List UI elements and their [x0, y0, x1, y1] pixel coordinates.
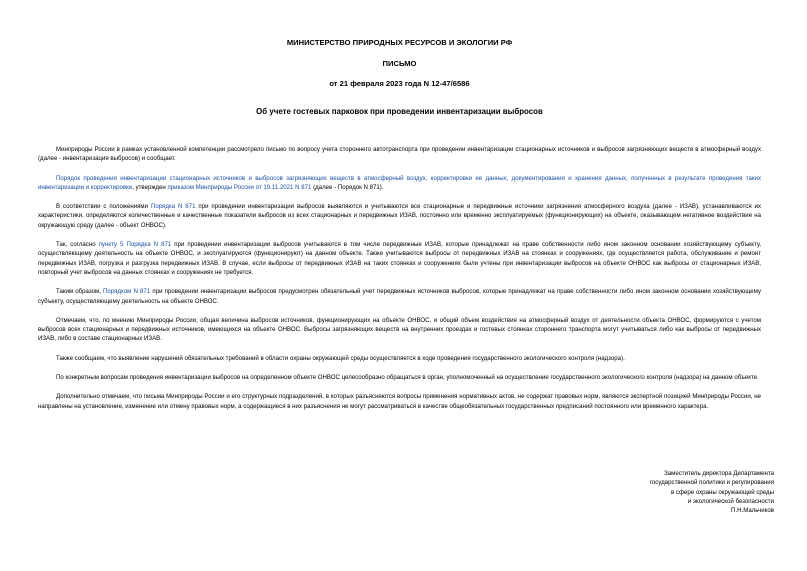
document-title: Об учете гостевых парковок при проведении инвентаризации выбросов	[256, 107, 543, 116]
paragraph-5-text-1: Таким образом,	[56, 288, 104, 296]
paragraph-7: Также сообщаем, что выявление нарушений обязательных требований в области охраны окружающей среды осуществляется в ходе проведения государственного экологического контроля (надзора).	[56, 354, 625, 362]
paragraph-3	[38, 202, 761, 230]
link-procedure-871[interactable]: Порядка N 871	[150, 203, 196, 211]
paragraph-9: Дополнительно отмечаем, что письма Минприроды России и его структурных подразделений, в которых разъясняются вопросы применения нормативных актов, не содержат правовых норм, являются экспертной позицией Минприроды России, не направлены на установление, изменение или отмену правовых норм, а содержащиеся в них разъяснения не могут рассматриваться в качестве общеобязательных государственных предписаний постоянного или временного характера.	[38, 393, 761, 410]
link-order-871[interactable]: приказом Минприроды России от 19.11.2021 N 871	[167, 183, 312, 191]
link-clause-5-procedure-871[interactable]: пункту 5 Порядка N 871	[98, 241, 172, 249]
link-procedure-full-title[interactable]: Порядок проведения инвентаризации стационарных источников и выбросов загрязняющих веществ в атмосферный воздух, корректировки ее данных, документирования и хранения данных, полученных в результате проведения таких инвентаризации и корректировки	[38, 174, 761, 191]
document-date-number: от 21 февраля 2023 года N 12-47/6586	[329, 79, 470, 88]
paragraph-6: Отмечаем, что, по мнению Минприроды России, общая величина выбросов источников, функционирующих на объекте ОНВОС, и общий объем воздействия на атмосферный воздух от деятельности объекта ОНВОС, формируются с учетом выбросов всех стационарных и передвижных источников, имеющихся на объекте ОНВОС. Выбросы загрязняющих веществ на внутренних проездах и гостевых стоянках стороннего транспорта могут учитываться либо как выбросы от передвижных ИЗАВ, либо в составе стационарных ИЗАВ.	[38, 316, 761, 343]
signature-block	[584, 469, 774, 515]
paragraph-4	[38, 240, 761, 277]
signatory-name: П.Н.Мальчиков	[731, 507, 774, 515]
paragraph-5	[38, 287, 761, 306]
document-kind: ПИСЬМО	[382, 59, 417, 68]
signature-position-line-2: государственной политики и регулирования	[649, 479, 774, 487]
signature-position-line-1: Заместитель директора Департамента	[664, 470, 774, 477]
paragraph-4-text-1: Так, согласно	[56, 241, 99, 249]
paragraph-3-text-2: при проведении инвентаризации выбросов выявляются и учитываются все стационарные и передвижные источники загрязнения атмосферного воздуха (далее - ИЗАВ), устанавливаются их характеристики, определяются количественные и качественные показатели выбросов из всех стационарных и передвижных ИЗАВ, постоянно или временно эксплуатируемых (функционирующих) на объекте, оказывающем негативное воздействие на окружающую среду (далее - объект ОНВОС).	[38, 203, 761, 229]
paragraph-2-text-2: (далее - Порядок N 871).	[311, 183, 384, 191]
paragraph-2	[38, 174, 761, 193]
ministry-name: МИНИСТЕРСТВО ПРИРОДНЫХ РЕСУРСОВ И ЭКОЛОГИИ РФ	[286, 38, 513, 47]
signature-position-line-3: в сфере охраны окружающей среды	[670, 488, 774, 496]
paragraph-4-text-2: при проведении инвентаризации выбросов учитываются в том числе передвижные ИЗАВ, которые принадлежат на праве собственности либо ином законном основании хозяйствующему субъекту, осуществляющему деятельность на объекте ОНВОС, и эксплуатируются (функционируют) на данном объекте. Также учитываются выбросы от передвижных ИЗАВ на стоянках и сооружениях, где осуществляется работа, обслуживание и ремонт передвижных ИЗАВ, погрузка и разгрузка передвижных ИЗАВ. В случае, если выбросы от передвижных ИЗАВ на таких стоянках и сооружениях были учтены при инвентаризации выбросов на объекте ОНВОС как выбросы от стационарных ИЗАВ, повторный учет выбросов на данных стоянках и сооружениях не требуется.	[38, 241, 761, 276]
paragraph-5-text-2: при проведении инвентаризации выбросов предусмотрен обязательный учет передвижных источников выбросов, которые принадлежат на праве собственности либо ином законном основании хозяйствующему субъекту, осуществляющему деятельность на объекте ОНВОС.	[38, 288, 761, 305]
signature-position-line-4: и экологической безопасности	[687, 497, 774, 505]
document-body	[38, 145, 761, 411]
link-procedure-871-instr[interactable]: Порядком N 871	[103, 288, 151, 296]
paragraph-3-text-1: В соответствии с положениями	[56, 203, 151, 211]
paragraph-2-text-1: , утвержден	[132, 183, 168, 191]
paragraph-8: По конкретным вопросам проведения инвентаризации выбросов на определенном объекте ОНВОС целесообразно обращаться в орган, уполномоченный на осуществление государственного экологического контроля (надзора) на данном объекте.	[56, 374, 759, 382]
paragraph-1: Минприроды России в рамках установленной компетенции рассмотрело письмо по вопросу учета стороннего автотранспорта при проведении инвентаризации стационарных источников и выбросов загрязняющих веществ в атмосферный воздух (далее - инвентаризация выбросов) и сообщает.	[38, 146, 761, 163]
